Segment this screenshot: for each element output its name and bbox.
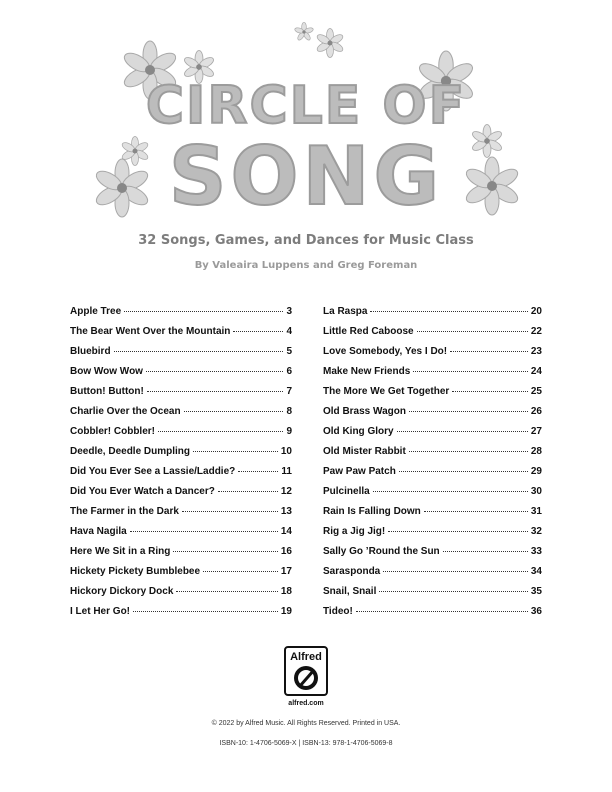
- alfred-logo-wordmark: Alfred: [290, 651, 322, 663]
- toc-leader-dots: [147, 391, 284, 392]
- toc-entry-page: 34: [530, 566, 542, 577]
- toc-leader-dots: [146, 371, 283, 372]
- toc-left-column: [70, 306, 292, 626]
- toc-entry-title: Button! Button!: [70, 386, 144, 397]
- toc-entry-title: Old Brass Wagon: [323, 406, 406, 417]
- toc-entry-page: 3: [286, 306, 292, 317]
- toc-entry[interactable]: [70, 306, 292, 326]
- toc-entry-title: Charlie Over the Ocean: [70, 406, 181, 417]
- toc-entry-title: Love Somebody, Yes I Do!: [323, 346, 448, 357]
- toc-entry[interactable]: [70, 546, 292, 566]
- toc-entry-page: 20: [530, 306, 542, 317]
- toc-leader-dots: [409, 451, 528, 452]
- book-authors: By Valeaira Luppens and Greg Foreman: [194, 260, 418, 271]
- toc-leader-dots: [233, 331, 283, 332]
- toc-entry[interactable]: [70, 446, 292, 466]
- toc-leader-dots: [158, 431, 283, 432]
- toc-entry[interactable]: [70, 586, 292, 606]
- toc-entry-title: Old Mister Rabbit: [323, 446, 406, 457]
- toc-entry[interactable]: [70, 426, 292, 446]
- toc-entry-title: Hava Nagila: [70, 526, 127, 537]
- toc-entry-page: 36: [530, 606, 542, 617]
- toc-entry[interactable]: [323, 606, 542, 626]
- toc-leader-dots: [124, 311, 283, 312]
- toc-entry[interactable]: [323, 586, 542, 606]
- toc-right-column: [323, 306, 542, 626]
- toc-entry-page: 33: [530, 546, 542, 557]
- toc-entry[interactable]: [323, 446, 542, 466]
- toc-entry-title: Deedle, Deedle Dumpling: [70, 446, 191, 457]
- toc-entry-page: 26: [530, 406, 542, 417]
- toc-entry-page: 17: [280, 566, 292, 577]
- toc-leader-dots: [397, 431, 528, 432]
- toc-entry[interactable]: [323, 546, 542, 566]
- toc-entry[interactable]: [323, 386, 542, 406]
- toc-entry-title: I Let Her Go!: [70, 606, 131, 617]
- toc-leader-dots: [370, 311, 527, 312]
- toc-leader-dots: [130, 531, 278, 532]
- toc-entry-title: Old King Glory: [323, 426, 394, 437]
- toc-leader-dots: [114, 351, 284, 352]
- toc-entry-page: 7: [286, 386, 292, 397]
- toc-entry-title: Make New Friends: [323, 366, 411, 377]
- toc-entry[interactable]: [70, 566, 292, 586]
- toc-entry-page: 27: [530, 426, 542, 437]
- toc-entry-title: Here We Sit in a Ring: [70, 546, 171, 557]
- toc-entry-page: 5: [286, 346, 292, 357]
- toc-entry-page: 19: [280, 606, 292, 617]
- toc-entry[interactable]: [70, 606, 292, 626]
- toc-leader-dots: [184, 411, 284, 412]
- toc-entry-page: 18: [280, 586, 292, 597]
- toc-entry[interactable]: [323, 526, 542, 546]
- toc-leader-dots: [173, 551, 277, 552]
- toc-entry-title: Paw Paw Patch: [323, 466, 396, 477]
- toc-entry[interactable]: [70, 506, 292, 526]
- toc-entry-page: 30: [530, 486, 542, 497]
- toc-entry-title: Hickory Dickory Dock: [70, 586, 174, 597]
- toc-leader-dots: [424, 511, 528, 512]
- toc-entry-title: Hickety Pickety Bumblebee: [70, 566, 201, 577]
- toc-leader-dots: [356, 611, 528, 612]
- toc-entry-title: Apple Tree: [70, 306, 122, 317]
- toc-entry[interactable]: [70, 526, 292, 546]
- toc-entry-title: Tideo!: [323, 606, 353, 617]
- toc-entry-title: The Bear Went Over the Mountain: [70, 326, 231, 337]
- toc-entry[interactable]: [323, 326, 542, 346]
- toc-leader-dots: [193, 451, 278, 452]
- toc-leader-dots: [203, 571, 278, 572]
- alfred-logo: [284, 646, 328, 696]
- toc-entry-title: Sally Go ’Round the Sun: [323, 546, 440, 557]
- toc-entry-page: 22: [530, 326, 542, 337]
- toc-leader-dots: [383, 571, 528, 572]
- toc-entry-title: Snail, Snail: [323, 586, 377, 597]
- toc-leader-dots: [452, 391, 528, 392]
- toc-entry-page: 23: [530, 346, 542, 357]
- toc-entry-title: Did You Ever See a Lassie/Laddie?: [70, 466, 236, 477]
- toc-entry[interactable]: [323, 566, 542, 586]
- isbn-line: ISBN-10: 1-4706-5069-X | ISBN-13: 978-1-4706-5069-8: [219, 740, 393, 747]
- toc-entry[interactable]: [70, 386, 292, 406]
- toc-leader-dots: [443, 551, 528, 552]
- toc-entry-page: 29: [530, 466, 542, 477]
- toc-entry-title: Pulcinella: [323, 486, 370, 497]
- toc-leader-dots: [379, 591, 528, 592]
- toc-entry[interactable]: [323, 486, 542, 506]
- toc-entry-title: Rig a Jig Jig!: [323, 526, 386, 537]
- toc-leader-dots: [133, 611, 278, 612]
- toc-entry-page: 35: [530, 586, 542, 597]
- toc-entry[interactable]: [70, 366, 292, 386]
- toc-entry-title: Rain Is Falling Down: [323, 506, 421, 517]
- toc-entry-page: 6: [286, 366, 292, 377]
- toc-entry-title: Cobbler! Cobbler!: [70, 426, 155, 437]
- flower-icon: [315, 28, 345, 58]
- toc-leader-dots: [176, 591, 277, 592]
- toc-entry-page: 11: [281, 466, 292, 477]
- toc-entry[interactable]: [70, 486, 292, 506]
- toc-entry-page: 28: [530, 446, 542, 457]
- toc-entry-page: 32: [530, 526, 542, 537]
- toc-entry-title: The Farmer in the Dark: [70, 506, 179, 517]
- toc-entry[interactable]: [323, 306, 542, 326]
- toc-leader-dots: [417, 331, 528, 332]
- toc-leader-dots: [238, 471, 278, 472]
- toc-entry-title: Sarasponda: [323, 566, 381, 577]
- copyright-notice: © 2022 by Alfred Music. All Rights Reserved. Printed in USA.: [211, 720, 401, 727]
- toc-entry-page: 8: [286, 406, 292, 417]
- toc-entry-page: 16: [280, 546, 292, 557]
- toc-entry-page: 31: [530, 506, 542, 517]
- toc-entry[interactable]: [323, 426, 542, 446]
- toc-entry-title: Little Red Caboose: [323, 326, 414, 337]
- toc-entry[interactable]: [70, 466, 292, 486]
- toc-leader-dots: [373, 491, 528, 492]
- publisher-website: alfred.com: [288, 700, 324, 707]
- book-title-line-2: SONG: [168, 130, 444, 223]
- flower-icon: [294, 22, 314, 42]
- toc-entry-title: Did You Ever Watch a Dancer?: [70, 486, 215, 497]
- toc-entry[interactable]: [323, 366, 542, 386]
- toc-entry-page: 9: [286, 426, 292, 437]
- toc-entry[interactable]: [323, 406, 542, 426]
- toc-entry-page: 25: [530, 386, 542, 397]
- toc-entry[interactable]: [323, 506, 542, 526]
- toc-leader-dots: [413, 371, 528, 372]
- toc-entry-page: 12: [280, 486, 292, 497]
- book-title-line-1: CIRCLE OF: [145, 76, 467, 136]
- toc-entry[interactable]: [323, 346, 542, 366]
- toc-entry-title: Bow Wow Wow: [70, 366, 143, 377]
- toc-entry-page: 13: [280, 506, 292, 517]
- toc-entry-title: Bluebird: [70, 346, 111, 357]
- toc-entry-page: 10: [280, 446, 292, 457]
- toc-entry-page: 14: [280, 526, 292, 537]
- title-artwork: [0, 0, 612, 230]
- toc-entry[interactable]: [70, 346, 292, 366]
- toc-entry[interactable]: [70, 326, 292, 346]
- toc-leader-dots: [450, 351, 528, 352]
- toc-leader-dots: [388, 531, 528, 532]
- toc-entry-title: The More We Get Together: [323, 386, 450, 397]
- toc-entry-page: 4: [286, 326, 292, 337]
- toc-entry-title: La Raspa: [323, 306, 368, 317]
- toc-entry-page: 24: [530, 366, 542, 377]
- book-subtitle: 32 Songs, Games, and Dances for Music Class: [138, 233, 474, 248]
- toc-leader-dots: [399, 471, 528, 472]
- toc-leader-dots: [218, 491, 278, 492]
- toc-entry[interactable]: [323, 466, 542, 486]
- toc-leader-dots: [182, 511, 278, 512]
- toc-entry[interactable]: [70, 406, 292, 426]
- toc-leader-dots: [409, 411, 528, 412]
